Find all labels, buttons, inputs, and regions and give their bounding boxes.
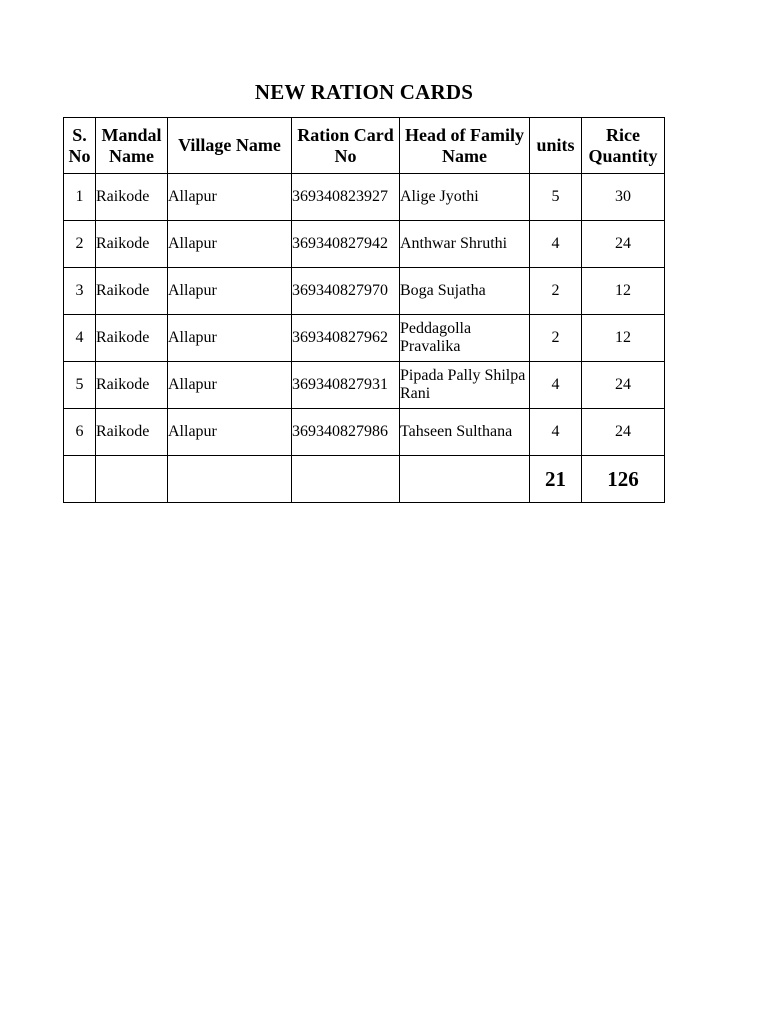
cell-rice-quantity: 30	[582, 174, 665, 221]
cell-head-of-family: Alige Jyothi	[400, 174, 530, 221]
cell-rice-quantity: 12	[582, 268, 665, 315]
cell-units: 2	[530, 315, 582, 362]
total-rice-quantity: 126	[582, 456, 665, 503]
header-village-name: Village Name	[168, 118, 292, 174]
header-head-of-family: Head of Family Name	[400, 118, 530, 174]
cell-ration-card: 369340827942	[292, 221, 400, 268]
cell-mandal: Raikode	[96, 362, 168, 409]
cell-rice-quantity: 24	[582, 409, 665, 456]
table-row	[64, 268, 665, 315]
cell-units: 4	[530, 409, 582, 456]
cell-sno: 2	[64, 221, 96, 268]
cell-ration-card: 369340827931	[292, 362, 400, 409]
header-mandal-name: Mandal Name	[96, 118, 168, 174]
cell-mandal: Raikode	[96, 315, 168, 362]
cell-village: Allapur	[168, 174, 292, 221]
cell-mandal: Raikode	[96, 268, 168, 315]
cell-units: 2	[530, 268, 582, 315]
empty-cell	[96, 456, 168, 503]
header-row	[64, 118, 665, 174]
cell-rice-quantity: 24	[582, 221, 665, 268]
header-rice-quantity: Rice Quantity	[582, 118, 665, 174]
ration-card-table	[63, 117, 665, 503]
table-row	[64, 409, 665, 456]
header-units: units	[530, 118, 582, 174]
cell-units: 4	[530, 362, 582, 409]
cell-village: Allapur	[168, 268, 292, 315]
cell-sno: 3	[64, 268, 96, 315]
cell-village: Allapur	[168, 409, 292, 456]
cell-village: Allapur	[168, 221, 292, 268]
cell-head-of-family: Anthwar Shruthi	[400, 221, 530, 268]
cell-mandal: Raikode	[96, 174, 168, 221]
cell-rice-quantity: 24	[582, 362, 665, 409]
totals-row	[64, 456, 665, 503]
empty-cell	[64, 456, 96, 503]
cell-mandal: Raikode	[96, 409, 168, 456]
cell-head-of-family: Peddagolla Pravalika	[400, 315, 530, 362]
cell-head-of-family: Tahseen Sulthana	[400, 409, 530, 456]
cell-units: 4	[530, 221, 582, 268]
table-row	[64, 221, 665, 268]
empty-cell	[400, 456, 530, 503]
cell-ration-card: 369340827986	[292, 409, 400, 456]
empty-cell	[168, 456, 292, 503]
cell-ration-card: 369340827962	[292, 315, 400, 362]
page-title: NEW RATION CARDS	[254, 80, 474, 104]
cell-units: 5	[530, 174, 582, 221]
empty-cell	[292, 456, 400, 503]
total-units: 21	[530, 456, 582, 503]
cell-sno: 1	[64, 174, 96, 221]
header-ration-card-no: Ration Card No	[292, 118, 400, 174]
table-row	[64, 315, 665, 362]
cell-mandal: Raikode	[96, 221, 168, 268]
header-sno: S. No	[64, 118, 96, 174]
cell-sno: 6	[64, 409, 96, 456]
table-row	[64, 362, 665, 409]
cell-head-of-family: Boga Sujatha	[400, 268, 530, 315]
cell-village: Allapur	[168, 362, 292, 409]
cell-rice-quantity: 12	[582, 315, 665, 362]
cell-ration-card: 369340827970	[292, 268, 400, 315]
cell-sno: 4	[64, 315, 96, 362]
cell-ration-card: 369340823927	[292, 174, 400, 221]
table-row	[64, 174, 665, 221]
cell-village: Allapur	[168, 315, 292, 362]
cell-sno: 5	[64, 362, 96, 409]
cell-head-of-family: Pipada Pally Shilpa Rani	[400, 362, 530, 409]
